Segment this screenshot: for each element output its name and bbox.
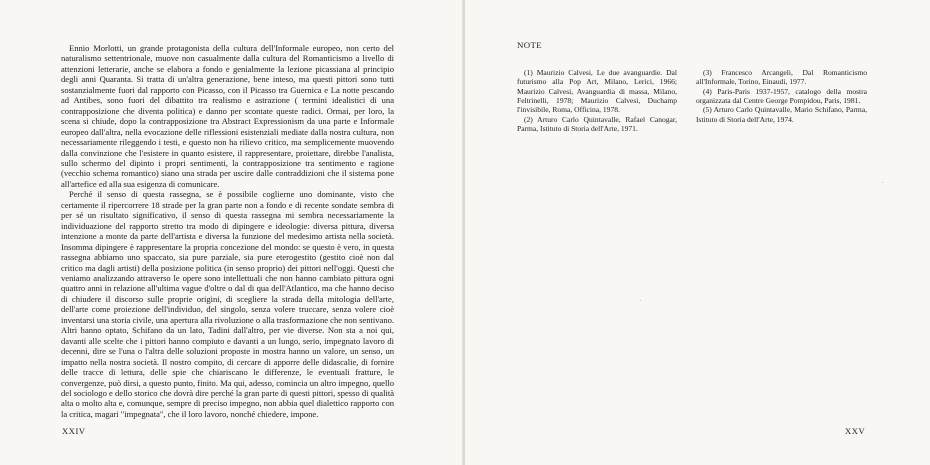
paper-speck: [882, 182, 883, 183]
notes-heading: NOTE: [517, 40, 543, 50]
page-number-left: XXIV: [62, 426, 86, 436]
main-text: [61, 43, 394, 419]
notes-column-2: [696, 68, 867, 124]
note-item: (1) Maurizio Calvesi, Le due avanguardie. Dal futurismo alla Pop Art, Milano, Lerici, 1966; Maurizio Calvesi, Avanguardia di massa, Milano, Feltrinelli, 1978; Maurizio Calvesi, Duchamp l'invisibile, Roma, Officina, 1978.: [517, 68, 677, 115]
note-item: (3) Francesco Arcangeli, Dal Romanticismo all'Informale, Torino, Einaudi, 1977.: [696, 68, 867, 87]
paragraph: Ennio Morlotti, un grande protagonista della cultura dell'Informale europeo, non certo del naturalismo settentrionale, muove non casualmente dalla cultura del Romanticismo a livello di attenzioni letterarie, anche se elabora a fondo e genialmente la lezione picassiana al principio degli anni Quaranta. Si tratta di un'altra generazione, bene inteso, ma questi pittori sono tutti sostanzialmente fuori dal rapporto con Picasso, con il Picasso tra Guernica e La notte pescando ad Antibes, sono fuori del dibattito tra realismo e astrazione ( termini idealistici di una contrapposizione che diventa politica) e danno per scontate queste radici. Ormai, per loro, la scena si chiude, dopo la contrapposizione tra Abstract Expressionism da una parte e Informale europeo dall'altra, nella evocazione delle riflessioni esistenziali mediate dalla nostra cultura, non necessariamente rileggendo i testi, e questo non ha rilievo critico, ma semplicemente muovendo dalla convinzione che l'esistere in quanto esistere, il rappresentare, proiettare, direbbe l'analista, sullo schermo del dipinto i propri sentimenti, la contrapposizione tra sentimento e ragione (vecchio schema romantico) siano una strada per uscire dalle contraddizioni che il sistema pone all'artefice ed alla sua esigenza di comunicare.: [61, 43, 394, 189]
paragraph: Perché il senso di questa rassegna, se è possibile coglierne uno dominante, visto che certamente il ripercorrere 18 strade per la gran parte non a fondo e di recente sondate sembra di per sé un risultato significativo, il senso di questa rassegna mi sembra necessariamente la individuazione del rapporto stretto tra modo di dipingere e ideologie: diversa pittura, diversa intenzione a monte da parte dell'artista e diversa la funzione del medesimo artista nella società. Insomma dipingere è rappresentare la propria concezione del mondo: se questo è vero, in questa rassegna abbiamo uno spaccato, sia pure parziale, sia pure eterogestito (gestito cioè non dal critico ma dagli artisti) della posizione politica (in senso proprio) dei pittori nell'oggi. Questi che veniamo analizzando attraverso le opere sono intellettuali che non hanno cambiato pittura ogni quattro anni in relazione all'ultima vague d'oltre o dal di qua dell'Atlantico, ma che hanno deciso di chiudere il discorso sulle proprie origini, di scegliere la strada della mitologia dell'arte, dell'arte come proiezione dell'individuo, del singolo, senza volere truccare, senza volere cioè inventarsi una storia civile, una apertura alla rivoluzione o alla trasformazione che non sentivano. Altri hanno optato, Schifano da un lato, Tadini dall'altro, per vie diverse. Non sta a noi qui, davanti alle scelte che i pittori hanno compiuto e davanti a un lungo, serio, impegnato lavoro di decenni, dire se l'una o l'altra delle soluzioni proposte in mostra hanno un valore, un senso, un impatto nella nostra società. Il nostro compito, di cercare di apporre delle didascalie, di fornire delle tracce di lettura, delle spie che chiariscano le differenze, le eventuali fratture, le convergenze, può dirsi, a questo punto, finito. Ma qui, adesso, comincia un altro impegno, quello del sociologo e dello storico che dovrà dire perché la gran parte di questi pittori, spesso di qualità alta o molto alta e, comunque, sempre di preciso impegno, non abbia quel dialettico rapporto con la critica, magari "impegnata", che il loro lavoro, nonché chiedere, impone.: [61, 189, 394, 419]
left-page: [0, 0, 463, 465]
note-item: (5) Arturo Carlo Quintavalle, Mario Schifano, Parma, Istituto di Storia dell'Arte, 1974.: [696, 105, 867, 124]
page-number-right: XXV: [845, 426, 866, 436]
note-item: (2) Arturo Carlo Quintavalle, Rafael Canogar, Parma, Istituto di Storia dell'Arte, 1971.: [517, 114, 677, 134]
notes-column-1: [517, 68, 677, 133]
paper-speck: [640, 300, 641, 301]
note-item: (4) Paris-Paris 1937-1957, catalogo della mostra organizzata dal Centre George Pompidou, Paris, 1981.: [696, 86, 867, 106]
